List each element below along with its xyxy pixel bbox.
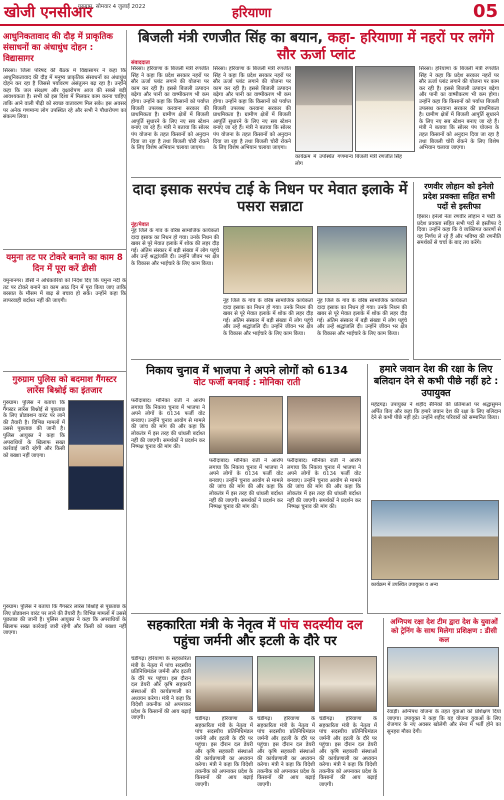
headline-part: सहकारिता मंत्री के नेतृत्व में bbox=[147, 618, 276, 633]
story1-body: सिरसा। जिला परिषद की बैठक में विद्यासागर ने कहा कि आधुनिकतावाद की दौड़ में मनुष्य प्राकृतिक संसाधनों का अंधाधुंध दोहन कर रहा है जिससे पर्यावरण असंतुलन बढ़ रहा है। उन्होंने कहा कि जल संरक्षण और वृक्षारोपण आज की सबसे बड़ी आवश्यकता है। सभी को इस दिशा में मिलकर काम करना चाहिए ताकि आने वाली पीढ़ी को स्वच्छ वातावरण मिल सके। इस अवसर पर अनेक गणमान्य लोग उपस्थित रहे और सभी ने पौधारोपण का संकल्प लिया। bbox=[3, 68, 126, 121]
story3-headline: गुरुग्राम पुलिस को बदमाश गैंगस्टर लारेंस बिश्नोई का इंतजार bbox=[12, 375, 117, 396]
story-nikay-chunav bbox=[131, 364, 363, 614]
main-area bbox=[131, 30, 501, 796]
story-f-body: चंडीगढ़। हरियाणा के सहकारिता मंत्री के नेतृत्व में पांच सदस्यीय प्रतिनिधिमंडल जर्मनी और इटली के दौरे पर पहुंचा। इस दौरान दल डेयरी और कृषि सहकारी संस्थाओं की कार्यप्रणाली का अध्ययन करेगा। मंत्री ने कहा कि विदेशी तकनीक को अपनाकर प्रदेश के किसानों की आय बढ़ाई जाएगी। bbox=[131, 656, 191, 722]
story-f-body-col4: चंडीगढ़। हरियाणा के सहकारिता मंत्री के नेतृत्व में पांच सदस्यीय प्रतिनिधिमंडल जर्मनी और इटली के दौरे पर पहुंचा। इस दौरान दल डेयरी और कृषि सहकारी संस्थाओं की कार्यप्रणाली का अध्ययन करेगा। मंत्री ने कहा कि विदेशी तकनीक को अपनाकर प्रदेश के किसानों की आय बढ़ाई जाएगी। bbox=[319, 716, 377, 788]
story-d-body-col3: फरीदाबाद। मोनिका राती ने आरोप लगाया कि निकाय चुनाव में भाजपा ने अपने लोगों के 6134 फर्जी वोट बनवाए। उन्होंने चुनाव आयोग से मामले की जांच की मांग की और कहा कि लोकतंत्र में इस तरह की धांधली बर्दाश्त नहीं की जाएगी। समर्थकों ने प्रदर्शन कर निष्पक्ष चुनाव की मांग की। bbox=[287, 458, 361, 511]
story-dada-isaq bbox=[131, 182, 409, 360]
edition-date: गुरुग्राम, सोमवार 4 जुलाई 2022 bbox=[78, 4, 146, 10]
story-f-headline bbox=[131, 618, 379, 634]
story-e-body: महेंद्रगढ़। उपायुक्त ने शहीद सैनिकों की प्रतिमाओं पर श्रद्धासुमन अर्पित किए और कहा कि हमारे जवान देश की रक्षा के लिए बलिदान देने से कभी पीछे नहीं हटे। उन्होंने शहीद परिवारों को सम्मानित किया। bbox=[371, 402, 501, 422]
newspaper-logo: खोजी एनसीआर bbox=[4, 3, 93, 21]
story-a-body-col2: सिरसा। हरियाणा के बिजली मंत्री रणजीत सिंह ने कहा कि प्रदेश सरकार नहरों पर सौर ऊर्जा प्लांट लगाने की योजना पर काम कर रही है। इससे बिजली उत्पादन बढ़ेगा और पानी का वाष्पीकरण भी कम होगा। उन्होंने कहा कि किसानों को पर्याप्त बिजली उपलब्ध करवाना सरकार की प्राथमिकता है। ग्रामीण क्षेत्रों में बिजली आपूर्ति सुधारने के लिए नए सब स्टेशन बनाए जा रहे हैं। मंत्री ने बताया कि सोलर पंप योजना के तहत किसानों को अनुदान दिया जा रहा है तथा बिजली चोरी रोकने के लिए विशेष अभियान चलाया जाएगा। bbox=[213, 66, 291, 152]
story-d-body-col2: फरीदाबाद। मोनिका राती ने आरोप लगाया कि निकाय चुनाव में भाजपा ने अपने लोगों के 6134 फर्जी वोट बनवाए। उन्होंने चुनाव आयोग से मामले की जांच की मांग की और कहा कि लोकतंत्र में इस तरह की धांधली बर्दाश्त नहीं की जाएगी। समर्थकों ने प्रदर्शन कर निष्पक्ष चुनाव की मांग की। bbox=[209, 458, 283, 511]
story-b-body-col2: नूंह जिले के गांव के वरिष्ठ सामाजिक कार्यकर्ता दादा इसाक का निधन हो गया। उनके निधन की खबर से पूरे मेवात इलाके में शोक की लहर दौड़ गई। अंतिम संस्कार में बड़ी संख्या में लोग पहुंचे और उन्हें श्रद्धांजलि दी। उन्होंने जीवन भर क्षेत्र के विकास और भाईचारे के लिए काम किया। bbox=[223, 298, 313, 337]
story1-headline: आधुनिकतावाद की दौड़ में प्राकृतिक संसाधनों का अंधाधुंध दोहन : विद्यासागर bbox=[3, 32, 113, 64]
funeral-photo-2 bbox=[317, 226, 407, 294]
dateline: संवाददाता bbox=[131, 60, 150, 66]
story-c-body: हिसार। इनेलो नेता रणवीर लोहान ने पार्टी के प्रदेश प्रवक्ता सहित सभी पदों से इस्तीफा दे दिया। उन्होंने कहा कि वे व्यक्तिगत कारणों से यह निर्णय ले रहे हैं और भविष्य की रणनीति समर्थकों से चर्चा के बाद तय करेंगे। bbox=[417, 214, 501, 247]
story2-body: यमुनानगर। डीसी ने अधिकारियों को निर्देश दिए कि यमुना नदी के तट पर टोकरे बनाने का काम आठ दिन में पूरा किया जाए ताकि बरसात के मौसम में बाढ़ से बचाव हो सके। उन्होंने कहा कि लापरवाही बर्दाश्त नहीं की जाएगी। bbox=[3, 278, 126, 304]
story-b-body: नूंह जिले के गांव के वरिष्ठ सामाजिक कार्यकर्ता दादा इसाक का निधन हो गया। उनके निधन की खबर से पूरे मेवात इलाके में शोक की लहर दौड़ गई। अंतिम संस्कार में बड़ी संख्या में लोग पहुंचे और उन्हें श्रद्धांजलि दी। उन्होंने जीवन भर क्षेत्र के विकास और भाईचारे के लिए काम किया। bbox=[131, 228, 219, 267]
divider bbox=[3, 371, 126, 372]
minister-photo bbox=[295, 66, 353, 152]
story-sahkarita bbox=[131, 618, 379, 796]
story-f-body-col2: चंडीगढ़। हरियाणा के सहकारिता मंत्री के नेतृत्व में पांच सदस्यीय प्रतिनिधिमंडल जर्मनी और इटली के दौरे पर पहुंचा। इस दौरान दल डेयरी और कृषि सहकारी संस्थाओं की कार्यप्रणाली का अध्ययन करेगा। मंत्री ने कहा कि विदेशी तकनीक को अपनाकर प्रदेश के किसानों की आय बढ़ाई जाएगी। bbox=[195, 716, 253, 788]
delegation-photo-2 bbox=[257, 656, 315, 712]
story-a-body-col1: सिरसा। हरियाणा के बिजली मंत्री रणजीत सिंह ने कहा कि प्रदेश सरकार नहरों पर सौर ऊर्जा प्लांट लगाने की योजना पर काम कर रही है। इससे बिजली उत्पादन बढ़ेगा और पानी का वाष्पीकरण भी कम होगा। उन्होंने कहा कि किसानों को पर्याप्त बिजली उपलब्ध करवाना सरकार की प्राथमिकता है। ग्रामीण क्षेत्रों में बिजली आपूर्ति सुधारने के लिए नए सब स्टेशन बनाए जा रहे हैं। मंत्री ने बताया कि सोलर पंप योजना के तहत किसानों को अनुदान दिया जा रहा है तथा बिजली चोरी रोकने के लिए विशेष अभियान चलाया जाएगा। bbox=[131, 66, 209, 152]
headline-highlight: पांच सदस्यीय दल bbox=[279, 618, 363, 633]
story-e-headline: हमारे जवान देश की रक्षा के लिए बलिदान देने से कभी पीछे नहीं हटे : उपायुक्त bbox=[373, 364, 499, 399]
headline-highlight: कहा- हरियाणा में नहरों पर लगेंगे सौर ऊर्जा प्लांट bbox=[276, 30, 494, 63]
story2-headline: यमुना तट पर टोकरे बनाने का काम 8 दिन में पूरा करें डीसी bbox=[6, 253, 123, 274]
story-g-body: रेवाड़ी। अग्निपथ योजना के तहत युवाओं को प्रशिक्षण दिया जाएगा। उपायुक्त ने कहा कि यह योजना युवाओं के लिए रोजगार के नए अवसर खोलेगी और सेना में भर्ती होने का सुनहरा मौका देगी। bbox=[387, 709, 501, 735]
story-ranveer-lohan bbox=[413, 182, 501, 360]
caption1: कार्यक्रम में उपस्थित गणमान्य लोग bbox=[295, 154, 353, 167]
story-a-body-col3: सिरसा। हरियाणा के बिजली मंत्री रणजीत सिंह ने कहा कि प्रदेश सरकार नहरों पर सौर ऊर्जा प्लांट लगाने की योजना पर काम कर रही है। इससे बिजली उत्पादन बढ़ेगा और पानी का वाष्पीकरण भी कम होगा। उन्होंने कहा कि किसानों को पर्याप्त बिजली उपलब्ध करवाना सरकार की प्राथमिकता है। ग्रामीण क्षेत्रों में बिजली आपूर्ति सुधारने के लिए नए सब स्टेशन बनाए जा रहे हैं। मंत्री ने बताया कि सोलर पंप योजना के तहत किसानों को अनुदान दिया जा रहा है तथा बिजली चोरी रोकने के लिए विशेष अभियान चलाया जाएगा। bbox=[419, 66, 499, 152]
story-a-headline bbox=[131, 30, 501, 64]
story-e-caption: कार्यक्रम में उपस्थित उपायुक्त व अन्य bbox=[371, 582, 438, 588]
story-g-headline: अग्निपथ रक्षा देश टीम द्वारा देश के युवाओं को ट्रेनिंग के साथ मिलेगा प्रशिक्षण : डीसी कल bbox=[390, 618, 498, 644]
protest-photo-2 bbox=[287, 396, 361, 454]
story-c-headline: रणवीर लोहान को इनेलो प्रदेश प्रवक्ता सहित सभी पदों से इस्तीफा bbox=[423, 182, 495, 211]
training-photo bbox=[387, 647, 499, 707]
story-f-body-col3: चंडीगढ़। हरियाणा के सहकारिता मंत्री के नेतृत्व में पांच सदस्यीय प्रतिनिधिमंडल जर्मनी और इटली के दौरे पर पहुंचा। इस दौरान दल डेयरी और कृषि सहकारी संस्थाओं की कार्यप्रणाली का अध्ययन करेगा। मंत्री ने कहा कि विदेशी तकनीक को अपनाकर प्रदेश के किसानों की आय बढ़ाई जाएगी। bbox=[257, 716, 315, 788]
delegation-photo-1 bbox=[195, 656, 253, 712]
delegation-photo-3 bbox=[319, 656, 377, 712]
story-d-subhead: वोट फर्जी बनवाई : मोनिका राती bbox=[193, 378, 301, 388]
section-title: हरियाणा bbox=[232, 6, 272, 21]
left-column bbox=[3, 30, 127, 796]
story-solar-plants bbox=[131, 30, 501, 178]
minister-closeup-photo bbox=[355, 66, 415, 152]
caption2: बिजली मंत्री रणजीत सिंह bbox=[355, 154, 402, 160]
funeral-photo-1 bbox=[223, 226, 313, 294]
story-b-body-col3: नूंह जिले के गांव के वरिष्ठ सामाजिक कार्यकर्ता दादा इसाक का निधन हो गया। उनके निधन की खबर से पूरे मेवात इलाके में शोक की लहर दौड़ गई। अंतिम संस्कार में बड़ी संख्या में लोग पहुंचे और उन्हें श्रद्धांजलि दी। उन्होंने जीवन भर क्षेत्र के विकास और भाईचारे के लिए काम किया। bbox=[317, 298, 407, 337]
headline-part: बिजली मंत्री रणजीत सिंह का बयान, bbox=[138, 30, 323, 46]
story-jawan bbox=[367, 364, 501, 614]
story-d-headline: निकाय चुनाव में भाजपा ने अपने लोगों को 6134 bbox=[146, 364, 348, 377]
story3-body: गुरुग्राम। पुलिस ने बताया कि गैंगस्टर लारेंस बिश्नोई से पूछताछ के लिए प्रोडक्शन वारंट पर लाने की तैयारी है। विभिन्न मामलों में उससे पूछताछ की जानी है। पुलिस आयुक्त ने कहा कि अपराधियों के खिलाफ सख्त कार्रवाई जारी रहेगी और किसी को बख्शा नहीं जाएगा। bbox=[3, 400, 65, 459]
story3-body-cont: गुरुग्राम। पुलिस ने बताया कि गैंगस्टर लारेंस बिश्नोई से पूछताछ के लिए प्रोडक्शन वारंट पर लाने की तैयारी है। विभिन्न मामलों में उससे पूछताछ की जानी है। पुलिस आयुक्त ने कहा कि अपराधियों के खिलाफ सख्त कार्रवाई जारी रहेगी और किसी को बख्शा नहीं जाएगा। bbox=[3, 604, 126, 637]
story-b-headline: दादा इसाक सरपंच टाई के निधन पर मेवात इलाके में पसरा सन्नाटा bbox=[132, 182, 408, 215]
police-officer-photo bbox=[68, 400, 124, 510]
story-f-headline2: पहुंचा जर्मनी और इटली के दौरे पर bbox=[173, 634, 337, 649]
masthead bbox=[0, 0, 504, 26]
story-agnipath bbox=[383, 618, 501, 796]
memorial-photo bbox=[371, 500, 499, 580]
protest-photo-1 bbox=[209, 396, 283, 454]
story-d-body: फरीदाबाद। मोनिका राती ने आरोप लगाया कि निकाय चुनाव में भाजपा ने अपने लोगों के 6134 फर्जी वोट बनवाए। उन्होंने चुनाव आयोग से मामले की जांच की मांग की और कहा कि लोकतंत्र में इस तरह की धांधली बर्दाश्त नहीं की जाएगी। समर्थकों ने प्रदर्शन कर निष्पक्ष चुनाव की मांग की। bbox=[131, 398, 205, 451]
divider bbox=[3, 249, 126, 250]
dateline: नूंह/मेवात bbox=[131, 222, 149, 228]
page-number: 05 bbox=[472, 1, 498, 22]
